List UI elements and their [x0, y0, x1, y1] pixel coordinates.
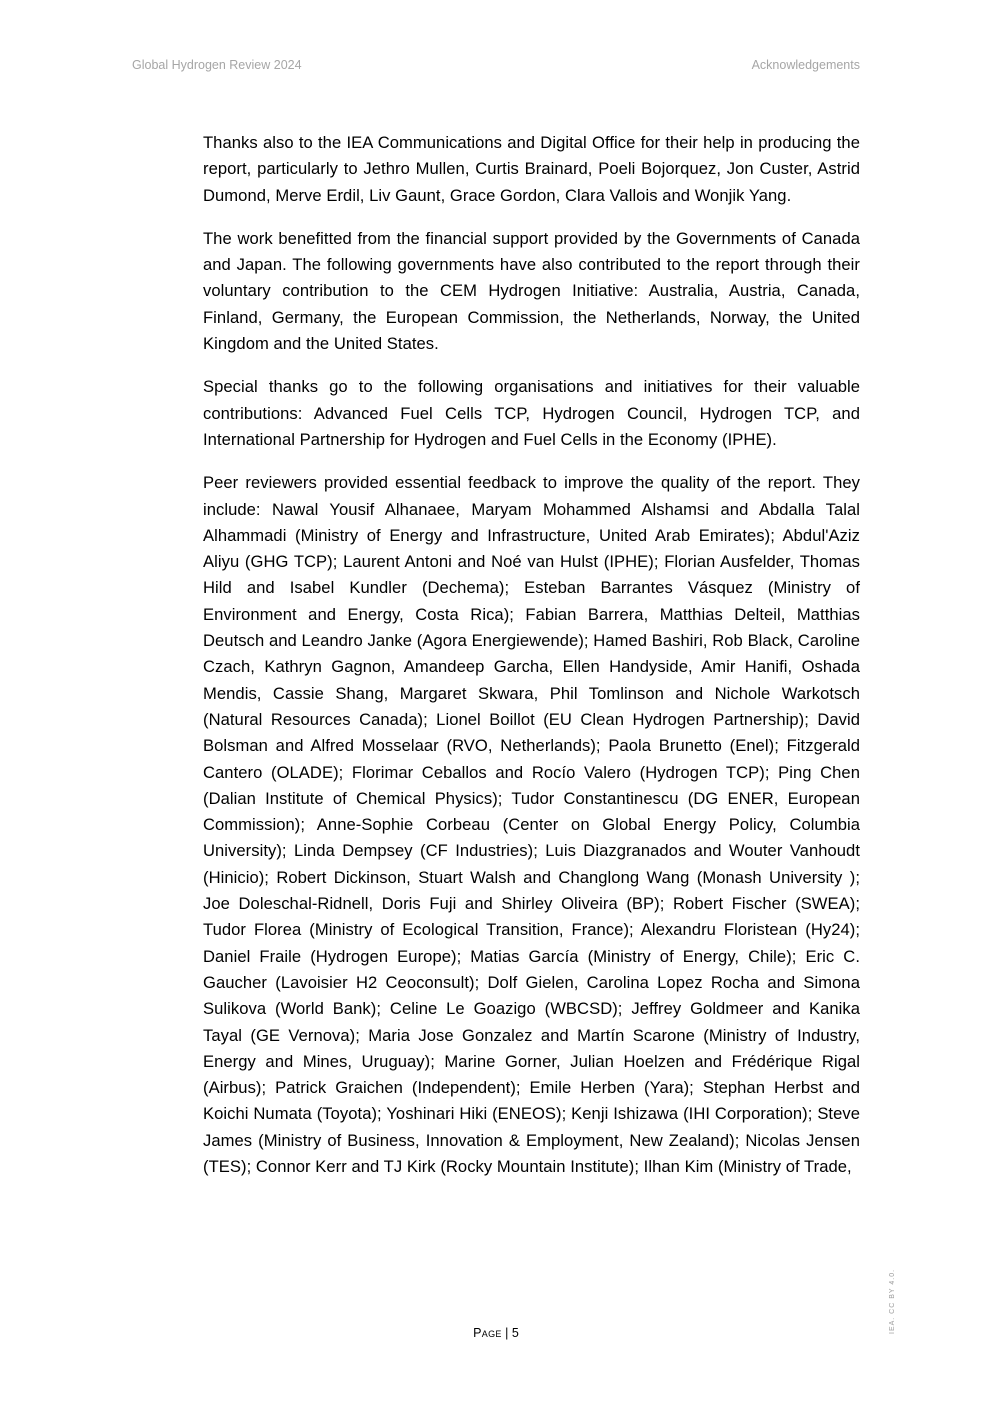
section-title: Acknowledgements	[751, 58, 860, 72]
page-separator: |	[501, 1326, 512, 1340]
page-label: Page	[473, 1326, 502, 1340]
report-title: Global Hydrogen Review 2024	[132, 58, 302, 72]
running-header	[132, 58, 860, 76]
license-note: IEA. CC BY 4.0.	[889, 1268, 896, 1334]
paragraph-communications: Thanks also to the IEA Communications and Digital Office for their help in producing the report, particularly to Jethro Mullen, Curtis Brainard, Poeli Bojorquez, Jon Custer, Astrid Dumond, Merve Erdil, Liv Gaunt, Grace Gordon, Clara Vallois and Wonjik Yang.	[203, 133, 860, 205]
body-text	[203, 130, 860, 1197]
paragraph-peer-reviewers: Peer reviewers provided essential feedback to improve the quality of the report. They include: Nawal Yousif Alhanaee, Maryam Mohammed Alshamsi and Abdalla Talal Alhammadi (Ministry of Energy and Infrastructure, United Arab Emirates); Abdul'Aziz Aliyu (GHG TCP); Laurent Antoni and Noé van Hulst (IPHE); Florian Ausfelder, Thomas Hild and Isabel Kundler (Dechema); Esteban Barrantes Vásquez (Ministry of Environment and Energy, Costa Rica); Fabian Barrera, Matthias Delteil, Matthias Deutsch and Leandro Janke (Agora Energiewende); Hamed Bashiri, Rob Black, Caroline Czach, Kathryn Gagnon, Amandeep Garcha, Ellen Handyside, Amir Hanifi, Oshada Mendis, Cassie Shang, Margaret Skwara, Phil Tomlinson and Nichole Warkotsch (Natural Resources Canada); Lionel Boillot (EU Clean Hydrogen Partnership); David Bolsman and Alfred Mosselaar (RVO, Netherlands); Paola Brunetto (Enel); Fitzgerald Cantero (OLADE); Florimar Ceballos and Rocío Valero (Hydrogen TCP); Ping Chen (Dalian Institute of Chemical Physics); Tudor Constantinescu (DG ENER, European Commission); Anne-Sophie Corbeau (Center on Global Energy Policy, Columbia University); Linda Dempsey (CF Industries); Luis Diazgranados and Wouter Vanhoudt (Hinicio); Robert Dickinson, Stuart Walsh and Changlong Wang (Monash University ); Joe Doleschal-Ridnell, Doris Fuji and Shirley Oliveira (BP); Robert Fischer (SWEA); Tudor Florea (Ministry of Ecological Transition, France); Alexandru Floristean (Hy24); Daniel Fraile (Hydrogen Europe); Matias García (Ministry of Energy, Chile); Eric C. Gaucher (Lavoisier H2 Ceoconsult); Dolf Gielen, Carolina Lopez Rocha and Simona Sulikova (World Bank); Celine Le Goazigo (WBCSD); Jeffrey Goldmeer and Kanika Tayal (GE Vernova); Maria Jose Gonzalez and Martín Scarone (Ministry of Industry, Energy and Mines, Uruguay); Marine Gorner, Julian Hoelzen and Frédérique Rigal (Airbus); Patrick Graichen (Independent); Emile Herben (Yara); Stephan Herbst and Koichi Numata (Toyota); Yoshinari Hiki (ENEOS); Kenji Ishizawa (IHI Corporation); Steve James (Ministry of Business, Innovation & Employment, New Zealand); Nicolas Jensen (TES); Connor Kerr and TJ Kirk (Rocky Mountain Institute); Ilhan Kim (Ministry of Trade,	[203, 473, 860, 1176]
page-number: 5	[511, 1326, 519, 1340]
paragraph-organisations: Special thanks go to the following organisations and initiatives for their valuable contributions: Advanced Fuel Cells TCP, Hydrogen Council, Hydrogen TCP, and International Partnership for Hydrogen and Fuel Cells in the Economy (IPHE).	[203, 377, 860, 449]
page-footer	[0, 1326, 992, 1340]
paragraph-financial-support: The work benefitted from the financial support provided by the Governments of Canada and Japan. The following governments have also contributed to the report through their voluntary contribution to the CEM Hydrogen Initiative: Australia, Austria, Canada, Finland, Germany, the European Commission, the Netherlands, Norway, the United Kingdom and the United States.	[203, 228, 860, 354]
